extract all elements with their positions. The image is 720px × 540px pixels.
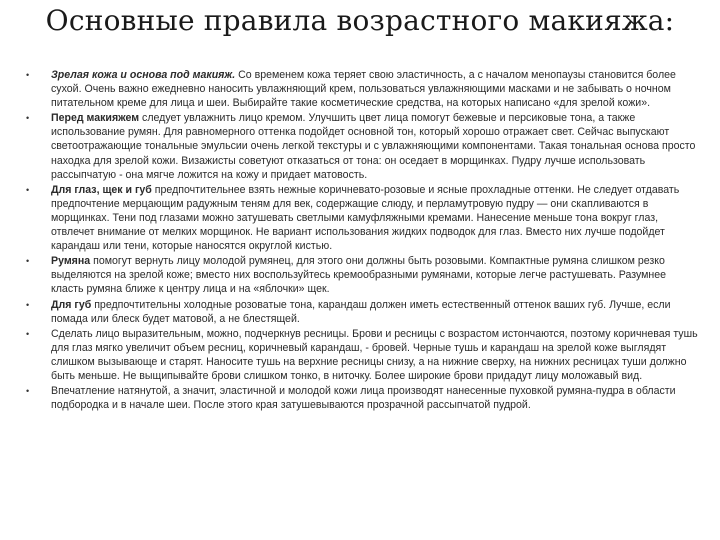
list-item	[26, 327, 698, 383]
list-item	[26, 298, 698, 326]
bullet-icon: •	[26, 386, 30, 397]
bullet-icon: •	[26, 328, 30, 339]
bullet-icon: •	[26, 70, 30, 80]
item-lead: Для губ	[51, 298, 92, 311]
item-lead: Зрелая кожа и основа под макияж.	[51, 69, 236, 81]
rules-list	[26, 68, 698, 412]
list-item	[26, 384, 698, 412]
item-lead: Для глаз, щек и губ	[51, 183, 152, 196]
list-item	[26, 68, 698, 110]
bullet-icon: •	[26, 256, 30, 267]
item-text: Сделать лицо выразительным, можно, подчеркнув ресницы. Брови и ресницы с возрастом истончаются, поэтому коричневая тушь для глаз мягко увеличит объем ресниц, коричневый карандаш, - бровей. Черные тушь и карандаш на зрелой коже выглядят слишком вызывающе и старят. Наносите тушь на верхние ресницы снизу, а на нижние сверху, на нижних ресницах туши должно быть меньше. Не выщипывайте брови слишком тонко, в ниточку. Более широкие брови придадут лицу моложавый вид.	[51, 327, 698, 382]
item-text: предпочтительнее взять нежные коричневато-розовые и ясные прохладные оттенки. Не следует отдавать предпочтение мерцающим радужным теням для век, содержащие слюду, и перламутровую пудру — они скапливаются в морщинках. Тени под глазами можно затушевать светлыми камуфляжными кремами. Нанесение меньше тона вокруг глаз, отвлечет внимание от мелких морщинок. Не вариант использования жидких подводок для глаз. Вместо них лучше подойдет карандаш или тени, которые наносятся округлой кистью.	[51, 183, 680, 253]
bullet-icon: •	[26, 184, 30, 195]
list-item	[26, 111, 698, 181]
item-lead: Перед макияжем	[51, 112, 140, 125]
bullet-icon: •	[26, 113, 30, 124]
item-text: Впечатление натянутой, а значит, эластичной и молодой кожи лица производят нанесенные пуховкой румяна-пудра в области подбородка и в начале шеи. После этого края затушевываются прозрачной рассыпчатой пудрой.	[51, 385, 676, 412]
list-item	[26, 183, 698, 253]
item-text: следует увлажнить лицо кремом. Улучшить цвет лица помогут бежевые и персиковые тона, а также использование румян. Для равномерного оттенка подойдет основной тон, который хорошо отражает свет. Сейчас выпускают светоотражающие тональные эмульсии очень легкой текстуры и с увлажняющими компонентами. Такая тональная основа просто находка для зрелой кожи. Визажисты советуют отказаться от тона: он оседает в морщинках. Пудру лучше использовать рассыпчатую - она мягче ложится на кожу и придает матовость.	[51, 112, 696, 181]
bullet-icon: •	[26, 299, 30, 310]
item-text: Со временем кожа теряет свою эластичность, а с началом менопаузы становится более сухой. Очень важно ежедневно наносить увлажняющий крем, пользоваться увлажняющими масками и не забывать о ночном питательном креме для лица и шеи. Выбирайте такие косметические средства, на которых написано «для зрелой кожи».	[51, 69, 676, 110]
item-text: предпочтительны холодные розоватые тона, карандаш должен иметь естественный оттенок ваших губ. Лучше, если помада или блеск будет матовой, а не блестящей.	[51, 298, 671, 325]
item-text: помогут вернуть лицу молодой румянец, для этого они должны быть розовыми. Компактные румяна слишком резко выделяются на зрелой коже; вместо них воспользуйтесь кремообразными румянами, которые легче растушевать. Разумнее класть румяна ближе к центру лица и на «яблочки» щек.	[51, 255, 667, 296]
slide-title: Основные правила возрастного макияжа:	[45, 4, 675, 37]
item-lead: Румяна	[51, 255, 91, 268]
list-item	[26, 254, 698, 296]
